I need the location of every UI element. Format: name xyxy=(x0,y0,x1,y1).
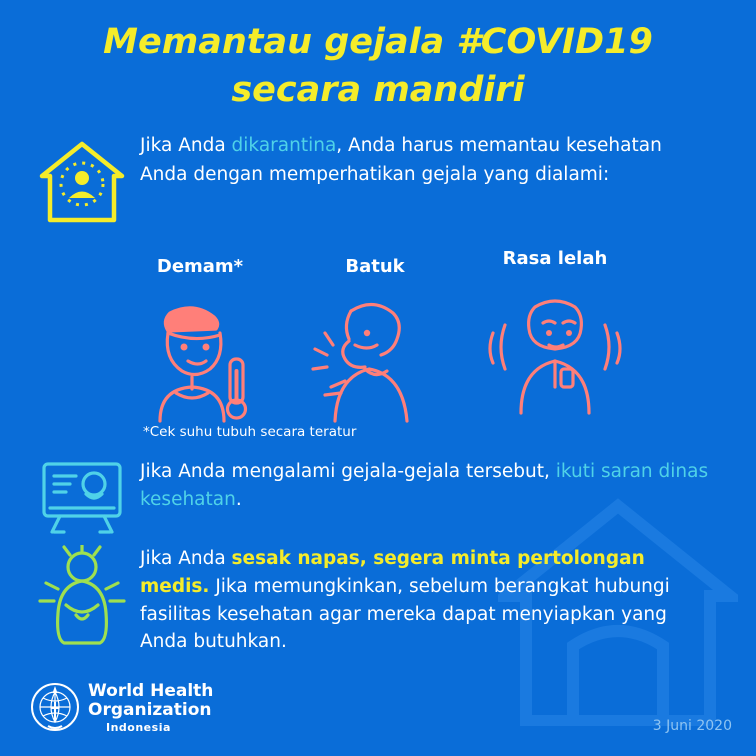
intro-highlight: dikarantina xyxy=(231,135,337,156)
symptom-cough xyxy=(305,256,445,435)
symptom-tired-label: Rasa lelah xyxy=(502,248,608,269)
title-line-2: secara mandiri xyxy=(231,70,525,111)
house-with-person-icon xyxy=(36,136,128,232)
who-line-1: World Health xyxy=(88,681,214,702)
breathing-text-part2: Jika memungkinkan, sebelum berangkat hubungi fasilitas kesehatan agar mereka dapat menyiapkan yang Anda butuhkan. xyxy=(140,575,670,653)
footnote: *Cek suhu tubuh secara teratur xyxy=(143,424,357,440)
who-line-2: Organization xyxy=(88,699,212,720)
symptom-tired xyxy=(475,248,635,427)
advice-text-part2: . xyxy=(235,488,242,510)
who-wordmark xyxy=(88,682,213,734)
symptom-cough-label: Batuk xyxy=(345,256,405,277)
tired-person-icon xyxy=(475,273,635,423)
intro-text-part1: Jika Anda xyxy=(140,135,232,156)
who-logo xyxy=(30,682,213,734)
who-country: Indonesia xyxy=(106,721,171,735)
person-with-thermometer-icon xyxy=(130,281,270,431)
advice-text xyxy=(140,458,718,514)
advice-block xyxy=(36,458,736,542)
person-coughing-icon xyxy=(305,281,445,431)
breathing-highlight: sesak napas, segera minta pertolongan medis. xyxy=(140,548,645,597)
intro-text xyxy=(140,132,700,189)
health-monitor-icon xyxy=(36,458,128,542)
symptom-fever xyxy=(130,256,270,435)
publication-date: 3 Juni 2020 xyxy=(652,718,732,734)
breathing-block xyxy=(36,545,736,656)
who-emblem-icon xyxy=(30,682,80,732)
intro-text-part2: , Anda harus memantau kesehatan Anda dengan memperhatikan gejala yang dialami: xyxy=(140,135,662,185)
title-line-1: Memantau gejala #COVID19 xyxy=(103,22,653,62)
breathing-text-part1: Jika Anda xyxy=(140,548,232,569)
advice-highlight: ikuti saran dinas kesehatan xyxy=(140,461,709,510)
page-title xyxy=(0,18,756,115)
intro-block xyxy=(36,132,726,232)
symptoms-row xyxy=(120,248,660,428)
symptom-fever-label: Demam* xyxy=(156,256,244,277)
person-breathing-difficulty-icon xyxy=(36,545,128,649)
breathing-text xyxy=(140,545,718,656)
advice-text-part1: Jika Anda mengalami gejala-gejala tersebut, xyxy=(140,461,556,482)
